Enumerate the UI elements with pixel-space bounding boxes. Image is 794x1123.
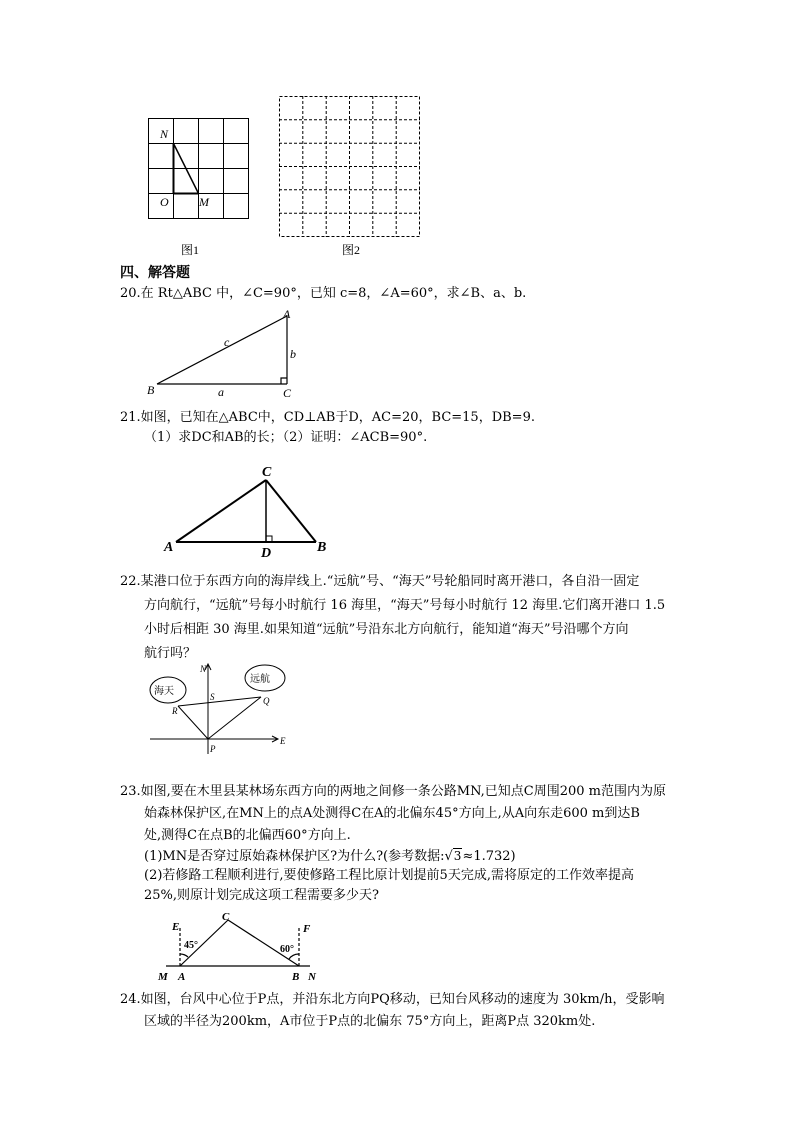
fig1-label-o: O (160, 195, 169, 209)
q21-label-c: C (262, 465, 272, 480)
q22-label-yuanhang: 远航 (250, 674, 270, 685)
q20-label-b-side: b (290, 347, 296, 361)
q20-figure (144, 306, 304, 402)
q22-label-r: R (172, 706, 178, 716)
q23-line6: 25%,则原计划完成这项工程需要多少天? (144, 888, 379, 903)
figure-1-grid (148, 118, 250, 220)
q21-triangle (162, 458, 342, 558)
q21-label-d: D (261, 546, 272, 558)
q20-triangle (144, 306, 304, 402)
q23-label-m: M (158, 971, 168, 983)
q23-angle-60: 60° (280, 944, 294, 955)
q23-figure (156, 908, 326, 984)
q24-line1: 24.如图，台风中心位于P点，并沿东北方向PQ移动，已知台风移动的速度为 30km/h，受影响 (120, 992, 665, 1007)
q23-line1: 23.如图,要在木里县某林场东西方向的两地之间修一条公路MN,已知点C周围200 m范围内为原 (120, 784, 667, 799)
q23-label-f: F (303, 923, 311, 935)
q21-line1: 21.如图，已知在△ABC中，CD⊥AB于D，AC=20，BC=15，DB=9. (120, 410, 535, 425)
q21-label-b: B (317, 540, 327, 555)
q22-label-haitian: 海天 (154, 686, 174, 697)
q20-label-a-vertex: A (283, 307, 291, 321)
q22-label-e: E (280, 736, 286, 746)
q23-line4 (144, 846, 516, 867)
q20-label-c-side: c (224, 335, 230, 349)
q23-label-a: A (178, 971, 186, 983)
section-heading: 四、解答题 (120, 265, 190, 281)
figure-2-caption: 图2 (342, 243, 361, 257)
q23-label-e: E (172, 921, 180, 933)
q22-line3: 小时后相距 30 海里.如果知道“远航”号沿东北方向航行，能知道“海天”号沿哪个方向 (144, 622, 629, 637)
q24-line2: 区域的半径为200km，A市位于P点的北偏东 75°方向上，距离P点 320km处. (144, 1014, 596, 1029)
q22-label-q: Q (263, 696, 270, 706)
q23-line4-approx: ≈1.732) (462, 849, 516, 864)
q23-line5: (2)若修路工程顺利进行,要使修路工程比原计划提前5天完成,需将原定的工作效率提高 (144, 868, 634, 883)
q23-line3: 处,测得C在点B的北偏西60°方向上. (144, 828, 351, 843)
sqrt-radicand: 3 (453, 849, 462, 863)
q23-road-diagram (156, 908, 326, 984)
q21-line2: （1）求DC和AB的长；（2）证明：∠ACB=90°. (144, 430, 428, 445)
q22-label-s: S (210, 692, 215, 702)
q20-label-a-side: a (218, 385, 224, 399)
q22-label-p: P (210, 744, 216, 754)
figure-1 (148, 118, 250, 220)
q20-label-b-vertex: B (147, 383, 155, 397)
q23-label-b: B (292, 971, 300, 983)
q21-figure (162, 458, 342, 558)
q23-line4-text: (1)MN是否穿过原始森林保护区?为什么?(参考数据: (144, 849, 445, 864)
q22-label-n: N (200, 664, 207, 674)
q22-line2: 方向航行，“远航”号每小时航行 16 海里，“海天”号每小时航行 12 海里.它们离开港口 1.5 (144, 598, 666, 613)
sqrt-symbol: √3 (444, 849, 462, 864)
figure-2-dashed-grid (279, 96, 421, 238)
q22-compass-diagram (144, 662, 294, 758)
q21-label-a: A (164, 540, 174, 555)
figure-2 (279, 96, 421, 238)
fig1-label-n: N (160, 127, 169, 141)
q20-text: 20.在 Rt△ABC 中，∠C=90°，已知 c=8，∠A=60°，求∠B、a、b. (120, 286, 527, 301)
q22-line4: 航行吗？ (144, 646, 197, 661)
figure-1-caption: 图1 (181, 243, 200, 257)
fig1-label-m: M (199, 195, 209, 209)
q23-line2: 始森林保护区,在MN上的点A处测得C在A的北偏东45°方向上,从A向东走600 m到达B (144, 806, 640, 821)
q22-line1: 22.某港口位于东西方向的海岸线上.“远航”号、“海天”号轮船同时离开港口，各自沿一固定 (120, 574, 640, 589)
q23-label-n: N (308, 971, 316, 983)
q20-label-c-vertex: C (283, 386, 292, 400)
q23-angle-45: 45° (184, 940, 198, 951)
q23-label-c: C (222, 911, 230, 923)
q22-figure (144, 662, 294, 758)
